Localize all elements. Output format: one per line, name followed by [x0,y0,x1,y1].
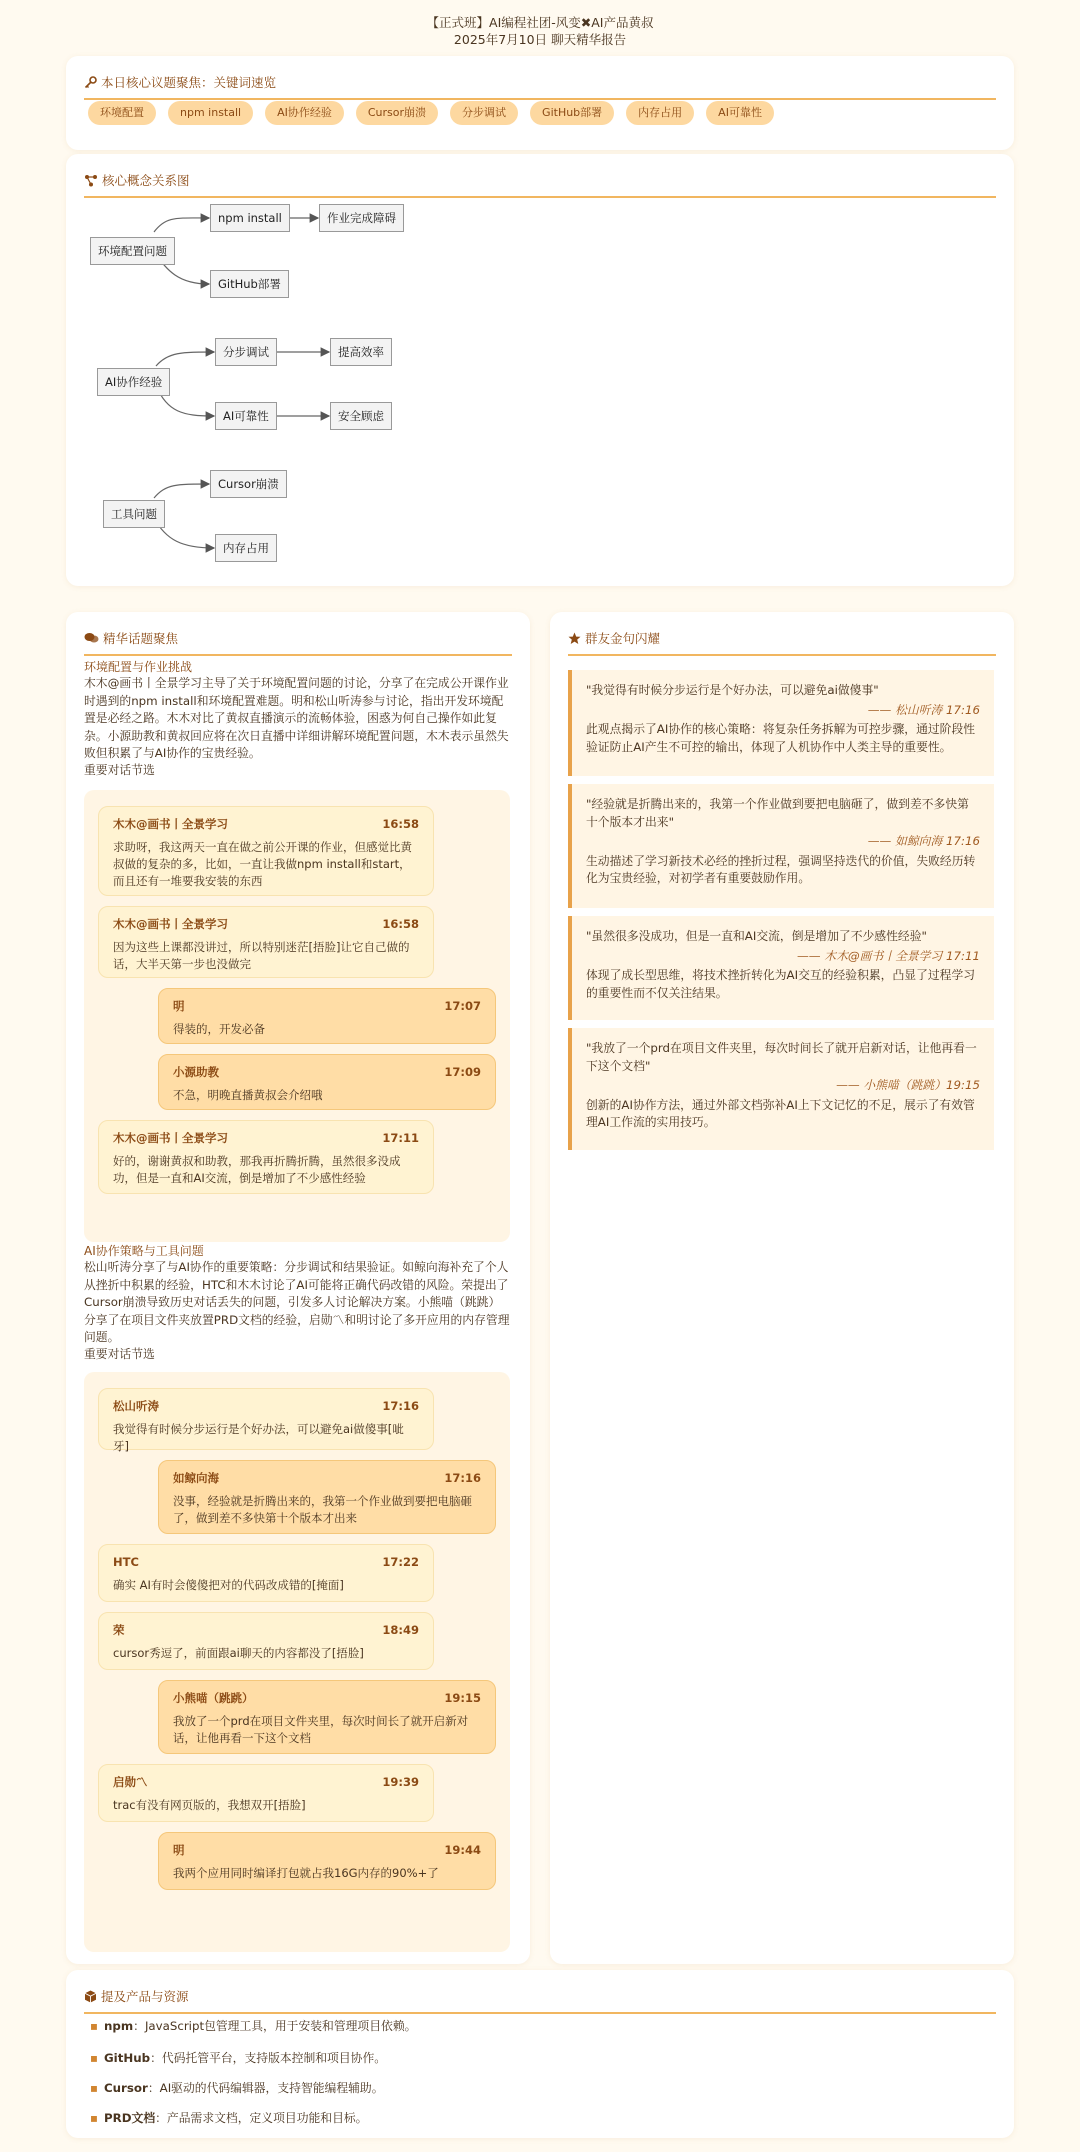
message-text: 求助呀，我这两天一直在做之前公开课的作业，但感觉比黄叔做的复杂的多，比如，一直让我做npm install和start，而且还有一堆要我安装的东西 [113,840,412,888]
resource-item [90,2110,367,2127]
message-time: 19:39 [382,1775,419,1789]
topics-title: 精华话题聚焦 [84,629,178,647]
quotes-title: 群友金句闪耀 [568,629,660,647]
quote-text: "我觉得有时候分步运行是个好办法，可以避免ai做傻事" [586,683,879,697]
message-time: 17:11 [382,1131,419,1145]
message-text: 因为这些上课都没讲过，所以特别迷茫[捂脸]让它自己做的话，大半天第一步也没做完 [113,940,410,971]
message-time: 18:49 [382,1623,419,1637]
topics-card [66,612,530,1964]
node-ai: AI协作经验 [97,368,170,396]
sender-name: 木木@画书丨全景学习 [113,1131,228,1145]
keyword-tag[interactable]: 内存占用 [626,101,694,125]
message-time: 16:58 [382,917,419,931]
message-text: 我放了一个prd在项目文件夹里，每次时间长了就开启新对话，让他再看一下这个文档 [173,1714,469,1745]
resource-name: Cursor [104,2081,148,2095]
topic-title: 环境配置与作业挑战 [84,660,193,674]
message-time: 17:07 [444,999,481,1013]
node-step: 分步调试 [215,338,277,366]
concept-map-card [66,154,1014,586]
quote-text: "经验就是折腾出来的，我第一个作业做到要把电脑砸了，做到差不多快第十个版本才出来" [586,797,969,829]
chat-message [158,1460,496,1534]
keywords-title: 本日核心议题聚焦：关键词速览 [84,73,276,91]
keyword-list [88,101,774,125]
keyword-tag[interactable]: Cursor崩溃 [356,101,438,125]
quote-block [568,1028,994,1150]
quote-text: "虽然很多没成功，但是一直和AI交流，倒是增加了不少感性经验" [586,929,927,943]
message-text: 我两个应用同时编译打包就占我16G内存的90%+了 [173,1866,439,1880]
quote-comment: 生动描述了学习新技术必经的挫折过程，强调坚持迭代的价值，失败经历转化为宝贵经验，对初学者有重要鼓励作用。 [586,853,976,885]
divider [568,654,996,656]
node-rel: AI可靠性 [215,402,277,430]
bullet: ▪ [90,2019,98,2033]
message-text: 我觉得有时候分步运行是个好办法，可以避免ai做傻事[呲牙] [113,1422,404,1453]
message-time: 17:22 [382,1555,419,1569]
message-text: 好的，谢谢黄叔和助教，那我再折腾折腾，虽然很多没成功，但是一直和AI交流，倒是增加了不少感性经验 [113,1154,401,1185]
bullet: ▪ [90,2051,98,2065]
keyword-tag[interactable]: AI协作经验 [265,101,344,125]
message-text: 没事，经验就是折腾出来的，我第一个作业做到要把电脑砸了，做到差不多快第十个版本才出来 [173,1494,472,1525]
sender-name: 荣 [113,1623,125,1637]
key-icon [84,76,97,89]
keywords-card [66,56,1014,150]
quote-author: —— 木木@画书丨全景学习 17:11 [796,948,980,963]
edge [154,484,209,498]
node-gh: GitHub部署 [210,270,289,298]
topic-description: 木木@画书丨全景学习主导了关于环境配置问题的讨论，分享了在完成公开课作业时遇到的npm install和环境配置难题。明和松山听涛参与讨论，指出开发环境配置是必经之路。木木对比了黄叔直播演示的流畅体验，困惑为何自己操作如此复杂。小源助教和黄叔回应将在次日直播中详细讲解环境配置问题，木木表示虽然失败但积累了与AI协作的宝贵经验。 [84,676,509,760]
resource-item [90,2018,416,2035]
bullet: ▪ [90,2081,98,2095]
quotes-card [550,612,1014,1964]
message-time: 19:44 [444,1843,481,1857]
message-time: 17:16 [382,1399,419,1413]
chat-message [98,1544,434,1602]
chat-message [158,1832,496,1890]
bullet: ▪ [90,2111,98,2125]
sender-name: 明 [173,1843,185,1857]
sender-name: HTC [113,1555,139,1569]
edge [156,352,214,366]
resource-item [90,2050,386,2067]
divider [84,2012,996,2014]
sender-name: 小熊喵（跳跳） [173,1691,254,1705]
message-time: 16:58 [382,817,419,831]
sender-name: 木木@画书丨全景学习 [113,917,228,931]
topic-title: AI协作策略与工具问题 [84,1244,204,1258]
comments-icon [84,632,99,644]
node-cursor: Cursor崩溃 [210,470,287,498]
message-text: 得装的，开发必备 [173,1022,265,1036]
concept-map-edges [66,154,1014,586]
dialogue-label: 重要对话节选 [84,1347,155,1361]
sender-name: 小源助教 [173,1065,219,1079]
keyword-tag[interactable]: GitHub部署 [530,101,614,125]
quote-text: "我放了一个prd在项目文件夹里，每次时间长了就开启新对话，让他再看一下这个文档" [586,1041,977,1073]
dialogue-label: 重要对话节选 [84,763,155,777]
quote-block [568,784,994,908]
quote-author: —— 松山听涛 17:16 [867,702,980,717]
message-time: 19:15 [444,1691,481,1705]
quote-block [568,916,994,1020]
message-text: trac有没有网页版的，我想双开[捂脸] [113,1798,306,1812]
message-text: cursor秀逗了，前面跟ai聊天的内容都没了[捂脸] [113,1646,364,1660]
chat-message [158,1054,496,1110]
quote-author: —— 如鲸向海 17:16 [867,834,980,848]
divider [84,654,512,656]
chat-message [98,1612,434,1670]
node-tool: 工具问题 [103,500,165,528]
chat-excerpt [84,790,510,1242]
chat-message [158,1680,496,1754]
chat-message [98,1764,434,1822]
resources-card [66,1970,1014,2138]
message-text: 不急，明晚直播黄叔会介绍哦 [173,1088,323,1102]
sender-name: 启勋〽 [113,1775,148,1789]
quote-block [568,670,994,776]
keyword-tag[interactable]: 环境配置 [88,101,156,125]
sender-name: 松山听涛 [113,1399,159,1413]
topic-description: 松山听涛分享了与AI协作的重要策略：分步调试和结果验证。如鲸向海补充了个人从挫折中积累的经验，HTC和木木讨论了AI可能将正确代码改错的风险。荣提出了Cursor崩溃导致历史对话丢失的问题，引发多人讨论解决方案。小熊喵（跳跳）分享了在项目文件夹放置PRD文档的经验，启勋〽和明讨论了多开应用的内存管理问题。 [84,1260,510,1344]
keyword-tag[interactable]: npm install [168,101,253,125]
node-eff: 提高效率 [330,338,392,366]
resource-name: npm [104,2019,134,2033]
message-time: 17:16 [444,1471,481,1485]
node-block: 作业完成障碍 [319,204,404,232]
concept-map-title: 核心概念关系图 [84,171,190,189]
resource-desc: ：JavaScript包管理工具，用于安装和管理项目依赖。 [133,2019,417,2033]
resource-desc: ：代码托管平台，支持版本控制和项目协作。 [150,2051,387,2065]
resource-desc: ：产品需求文档，定义项目功能和目标。 [155,2111,368,2125]
message-time: 17:09 [444,1065,481,1079]
edge [154,218,209,232]
node-env: 环境配置问题 [90,237,175,265]
resource-name: PRD文档 [104,2111,156,2125]
cube-icon [84,1990,97,2003]
quote-comment: 体现了成长型思维，将技术挫折转化为AI交互的经验积累，凸显了过程学习的重要性而不仅关注结果。 [586,968,976,1000]
resources-title: 提及产品与资源 [84,1987,189,2005]
keyword-tag[interactable]: AI可靠性 [706,101,774,125]
resource-desc: ：AI驱动的代码编辑器，支持智能编程辅助。 [147,2081,384,2095]
report-header [0,14,1080,48]
report-date: 2025年7月10日 聊天精华报告 [453,32,627,47]
node-mem: 内存占用 [215,534,277,562]
quote-comment: 此观点揭示了AI协作的核心策略：将复杂任务拆解为可控步骤，通过阶段性验证防止AI产生不可控的输出，体现了人机协作中人类主导的重要性。 [586,722,976,754]
star-icon [568,632,581,645]
divider [84,98,996,100]
chat-message [98,906,434,978]
chat-message [98,1388,434,1453]
chat-message [98,1120,434,1194]
quote-comment: 创新的AI协作方法，通过外部文档弥补AI上下文记忆的不足，展示了有效管理AI工作流的实用技巧。 [586,1097,975,1129]
chat-excerpt [84,1372,510,1952]
chat-message [158,988,496,1044]
message-text: 确实 AI有时会傻傻把对的代码改成错的[掩面] [113,1578,344,1592]
resource-name: GitHub [104,2051,151,2065]
node-safe: 安全顾虑 [330,402,392,430]
node-npm: npm install [210,204,290,232]
keyword-tag[interactable]: 分步调试 [450,101,518,125]
resource-item [90,2080,384,2097]
sender-name: 如鲸向海 [173,1471,219,1485]
report-title: 【正式班】AI编程社团-风变✖AI产品黄叔 [426,15,654,30]
sender-name: 木木@画书丨全景学习 [113,817,228,831]
quote-author: —— 小熊喵（跳跳）19:15 [836,1078,980,1092]
chat-message [98,806,434,896]
sender-name: 明 [173,999,185,1013]
